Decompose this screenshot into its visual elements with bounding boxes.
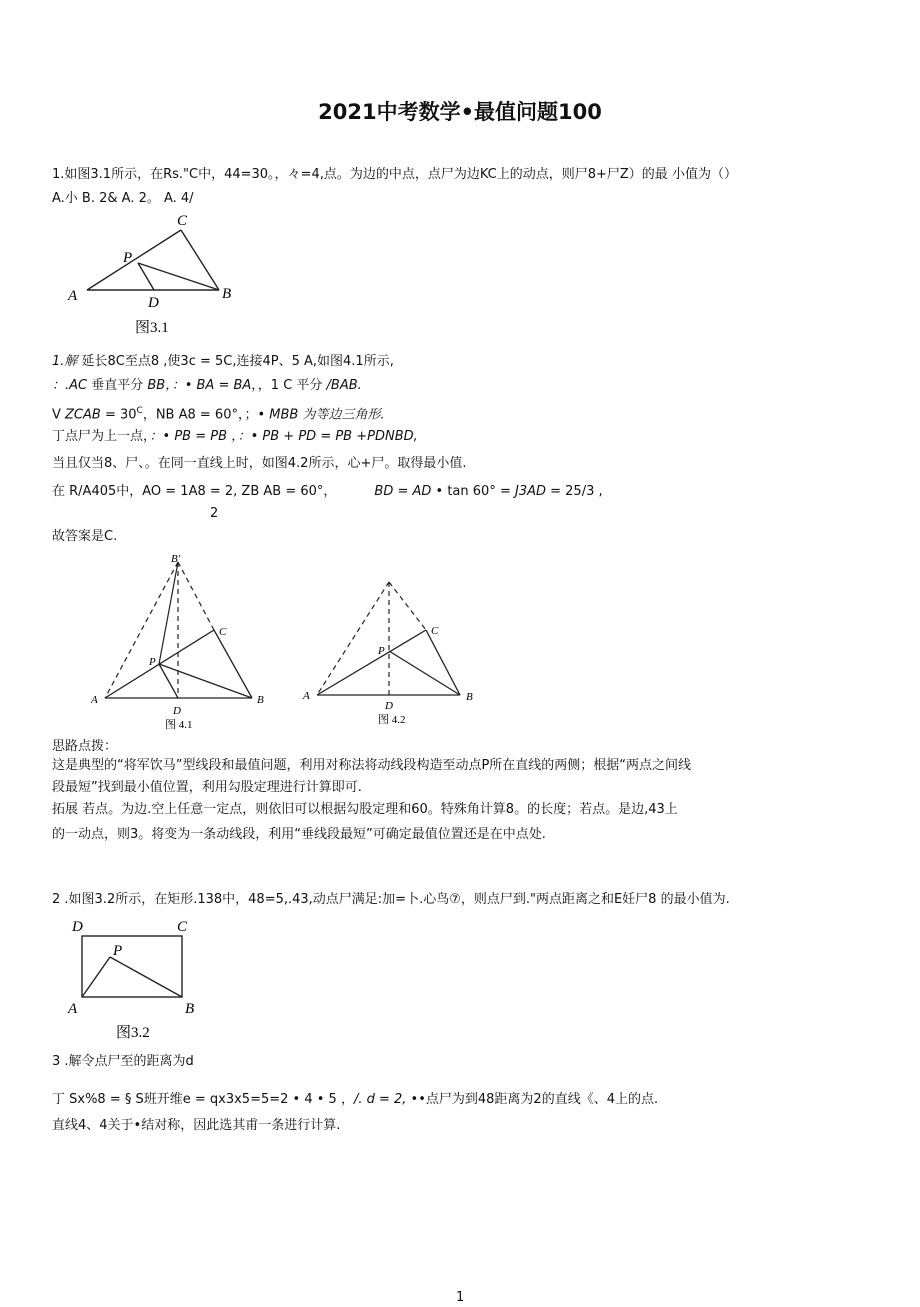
- page-number: 1: [456, 1290, 465, 1305]
- solution-1-line-5: 当且仅当8、尸、。在同一直线上时，如图4.2所示，心+尸。取得最小值.: [52, 456, 467, 471]
- solution-2-line-3: 直线4、4关于•结对称，因此选其甫一条进行计算.: [52, 1118, 341, 1133]
- label-B: B: [222, 286, 232, 302]
- label-A: A: [68, 288, 78, 304]
- solution-1-line-1: 1.解 延长8C至点8 ,使3c = 5C,连接4P、5 A,如图4.1所示,: [52, 354, 394, 369]
- segment-AP: [82, 957, 110, 997]
- figures-4-1-4-2: [85, 550, 485, 735]
- thoughts-heading: 思路点拨：: [52, 739, 118, 754]
- svg-text:D: D: [385, 700, 393, 712]
- figure-3-1: [60, 210, 250, 340]
- svg-text:B': B': [171, 553, 181, 565]
- label-C: C: [177, 919, 188, 935]
- figure-4-2-caption: 图 4.2: [378, 714, 406, 726]
- solution-1-line-2: ：.AC 垂直平分 BB，：• BA = BA，，1 C 平分 /BAB.: [52, 378, 362, 393]
- segment-PB: [110, 957, 182, 997]
- solution-2-line-2: 丁 Sx%8 = § S班开维e = qx3x5=5=2 • 4 • 5 ，/. d = 2, ••点尸为到48距离为2的直线《、4上的点.: [52, 1092, 659, 1107]
- thoughts-line-2: 段最短”找到最小值位置，利用勾股定理进行计算即可.: [52, 780, 362, 795]
- solution-1-line-4: 丁点尸为上一点，：• PB = PB ，：• PB + PD = PB +PDNBD,: [52, 429, 418, 444]
- svg-text:C: C: [431, 625, 439, 637]
- svg-text:D: D: [173, 705, 181, 717]
- figure-4-1: [90, 553, 264, 731]
- question-2-text: 2 .如图3.2所示，在矩形.138中，48=5,.43,动点尸满足:加=卜.心鸟⑦，则点尸到."两点距离之和E妊尸8 的最小值为.: [52, 892, 730, 907]
- figure-4-1-caption: 图 4.1: [165, 719, 193, 731]
- rectangle-ABCD: [82, 936, 182, 997]
- figure-4-2: [302, 582, 473, 726]
- segment-PB: [138, 263, 219, 290]
- segment-CB: [181, 230, 219, 290]
- segment-AC: [87, 230, 181, 290]
- page-title: 2021中考数学•最值问题100: [318, 100, 602, 124]
- svg-text:B: B: [257, 694, 264, 706]
- label-A: A: [68, 1001, 78, 1017]
- solution-2-line-1: 3 .解令点尸至的距离为d: [52, 1054, 194, 1069]
- label-P: P: [123, 250, 133, 266]
- question-1-text: 1.如图3.1所示，在Rs."C中，44=30。，々=4,点。为边的中点，点尸为边KC上的动点，则尸8+尸Z）的最 小值为（）: [52, 167, 737, 182]
- label-D: D: [72, 919, 83, 935]
- svg-text:C: C: [219, 626, 227, 638]
- svg-text:P: P: [378, 645, 385, 657]
- label-B: B: [185, 1001, 195, 1017]
- label-C: C: [177, 213, 188, 229]
- solution-1-answer: 故答案是C.: [52, 529, 118, 544]
- label-P: P: [113, 943, 123, 959]
- thoughts-line-4: 的一动点，则3。将变为一条动线段，利用“垂线段最短”可确定最值位置还是在中点处.: [52, 827, 546, 842]
- svg-text:P: P: [149, 656, 156, 668]
- figure-3-2: [60, 915, 210, 1045]
- figure-caption: 图3.2: [116, 1025, 150, 1041]
- solution-1-line-6: 在 R/A405中，AO = 1A8 = 2, ZB AB = 60°， BD = AD • tan 60° = J3AD = 25/3 ,: [52, 484, 603, 499]
- solution-1-line-3: V ZCAB = $30^C$，NB A8 = 60°，；• MBB 为等边三角形.: [52, 406, 385, 423]
- svg-text:B: B: [466, 691, 473, 703]
- thoughts-line-1: 这是典型的“将军饮马”型线段和最值问题，利用对称法将动线段构造至动点P所在直线的两侧；根据“两点之间线: [52, 758, 692, 773]
- question-1-choices: A.小 B. 2& A. 2。 A. 4/: [52, 191, 194, 206]
- solution-1-subscript: 2: [210, 506, 219, 521]
- figure-caption: 图3.1: [135, 320, 169, 336]
- thoughts-line-3: 拓展 若点。为边.空上任意一定点，则依旧可以根据勾股定理和60。特殊角计算8。的长度；若点。是边,43上: [52, 802, 678, 817]
- label-D: D: [148, 295, 159, 311]
- svg-text:A: A: [303, 690, 310, 702]
- svg-text:A: A: [91, 694, 98, 706]
